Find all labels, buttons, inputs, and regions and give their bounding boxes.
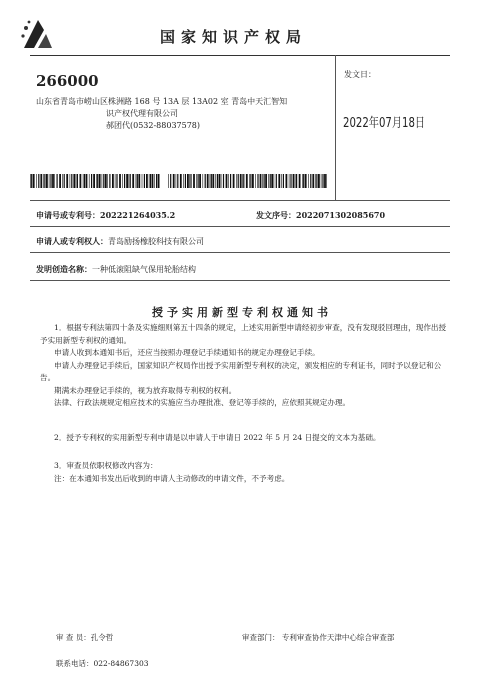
office-name: 国家知识产权局 bbox=[160, 28, 308, 46]
address-line: 识产权代理有限公司 bbox=[106, 109, 178, 118]
divider bbox=[30, 280, 450, 281]
header-divider bbox=[30, 55, 450, 56]
invention-name: 一种低滚阻缺气保用轮胎结构 bbox=[92, 265, 196, 274]
divider bbox=[30, 252, 450, 253]
applicant-label: 申请人或专利权人： bbox=[36, 236, 108, 246]
notice-paragraph: 申请人收到本通知书后，还应当按照办理登记手续通知书的规定办理登记手续。 bbox=[54, 348, 320, 357]
contact-phone: 联系电话：022-84867303 bbox=[56, 659, 149, 668]
address-line: 郝团代(0532-88037578) bbox=[106, 121, 201, 130]
divider bbox=[30, 226, 450, 227]
examiner: 审 查 员：孔令哲 bbox=[56, 633, 114, 642]
applicant-row bbox=[36, 236, 204, 247]
application-number-row bbox=[36, 210, 175, 221]
invention-label: 发明创造名称： bbox=[36, 264, 92, 274]
dispatch-number-label: 发文序号： bbox=[256, 210, 296, 220]
address-line: 山东省青岛市崂山区株洲路 168 号 13A 层 13A02 室 青岛中天汇智知 bbox=[36, 97, 288, 106]
barcode-icon bbox=[168, 174, 328, 188]
application-number-label: 申请号或专利号： bbox=[36, 210, 100, 220]
postal-code: 266000 bbox=[36, 72, 99, 90]
notice-paragraph: 3．审查员依职权修改内容为： bbox=[54, 461, 158, 470]
barcode-icon bbox=[30, 174, 160, 188]
notice-paragraph: 期满未办理登记手续的，视为放弃取得专利权的权利。 bbox=[54, 385, 237, 395]
dispatch-number: 2022071302085670 bbox=[296, 210, 386, 220]
notice-paragraph: 1．根据专利法第四十条及实施细则第五十四条的规定，上述实用新型申请经初步审查，没有发现驳回理由，现作出授予实用新型专利权的通知。 bbox=[40, 323, 447, 345]
recipient-address bbox=[36, 96, 328, 132]
notice-paragraph: 申请人办理登记手续后，国家知识产权局作出授予实用新型专利权的决定，颁发相应的专利证书，同时予以登记和公告。 bbox=[40, 360, 442, 382]
notice-note: 注：在本通知书发出后收到的申请人主动修改的申请文件，不予考虑。 bbox=[54, 473, 290, 483]
notice-paragraph: 2．授予专利权的实用新型专利申请是以申请人于申请日 2022 年 5 月 24 日提交的文本为基础。 bbox=[54, 433, 381, 442]
send-date: 2022年07月18日 bbox=[343, 116, 426, 131]
header-vertical-divider bbox=[335, 55, 336, 200]
notice-section-2 bbox=[40, 432, 450, 445]
notice-section-3 bbox=[40, 460, 450, 485]
examination-department: 审查部门： 专利审查协作天津中心综合审查部 bbox=[242, 633, 395, 642]
application-number: 202221264035.2 bbox=[100, 210, 176, 220]
notice-paragraph: 法律、行政法规规定相应技术的实施应当办理批准、登记等手续的，应依照其规定办理。 bbox=[54, 398, 351, 407]
notice-title: 授予实用新型专利权通知书 bbox=[152, 306, 332, 319]
invention-row bbox=[36, 264, 196, 275]
cnipa-logo-icon bbox=[18, 14, 58, 54]
dispatch-number-row bbox=[256, 210, 385, 221]
send-date-label: 发文日： bbox=[344, 70, 376, 79]
divider bbox=[30, 200, 450, 201]
applicant-name: 青岛励扬橡胶科技有限公司 bbox=[108, 237, 204, 246]
notice-section-1 bbox=[40, 322, 450, 410]
